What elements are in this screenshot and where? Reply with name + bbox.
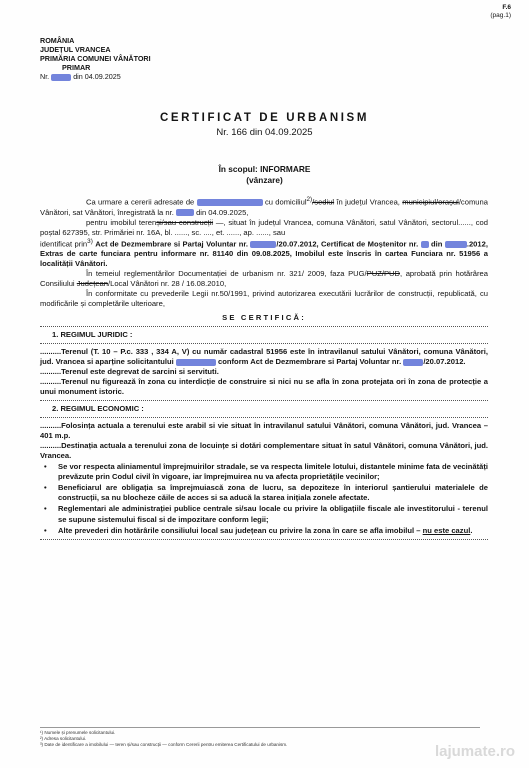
- page-number: (pag.1): [490, 12, 511, 20]
- struck-text: și/sau construcții: [156, 217, 214, 227]
- text: Alte prevederi din hotărârile consiliului local sau județean cu privire la zona în care se afla imobilul –: [58, 525, 421, 535]
- header-registration: [40, 72, 151, 81]
- juridic-line-2: ..........Terenul este degrevat de sarcini si servituti.: [40, 367, 219, 377]
- text: —, situat în județul Vrancea, comuna Vânători, satul Vânători, sectorul......, cod poștal 627395, str. Primăriei nr. 16A, bl. ......, sc. ...., et. ......, ap. ......, sau: [40, 217, 488, 237]
- text: .: [470, 525, 473, 535]
- economic-bullet: [40, 462, 488, 482]
- issuer-header: [40, 36, 151, 81]
- struck-text: municipiul/orașul: [402, 197, 459, 207]
- text: teren: [138, 217, 157, 227]
- form-code: [490, 4, 511, 20]
- juridic-line-3: ..........Terenul nu figurează în zona cu interdicție de construire si nici nu se afla în zona protejata ori în zona de protecție a unui monument istoric.: [40, 377, 488, 397]
- registration-date: din 04.09.2025: [73, 72, 121, 81]
- intro-paragraph-1: [40, 196, 488, 218]
- header-role: PRIMAR: [62, 63, 91, 72]
- footnote-ref: 3): [87, 237, 93, 245]
- redaction-mark: [445, 241, 467, 248]
- text: cu domiciliul: [264, 197, 307, 207]
- redaction-mark: [403, 359, 423, 366]
- text: pentru imobilul: [86, 217, 137, 227]
- text: nu este cazul: [422, 525, 471, 535]
- intro-paragraph-3: [40, 238, 488, 270]
- header-county: JUDEȚUL VRANCEA: [40, 45, 111, 54]
- redaction-mark: [197, 199, 263, 206]
- se-certifica-heading: SE CERTIFICĂ:: [222, 313, 306, 323]
- economic-bullet: [40, 483, 488, 503]
- struck-text: PUZ/PUD: [366, 269, 400, 279]
- economic-line-1: ..........Folosința actuala a terenului este arabil si vie situat în intravilanul satului Vânători, comuna Vânători, jud. Vrancea – 401 m.p.: [40, 421, 488, 441]
- header-country: ROMÂNIA: [40, 36, 75, 45]
- economic-bullet: [40, 526, 488, 536]
- scope-line: În scopul: INFORMARE: [218, 164, 311, 174]
- text: în județul Vrancea,: [336, 197, 400, 207]
- bullet-dot-icon: •: [44, 504, 47, 514]
- text: Act de Dezmembrare si Partaj Voluntar nr.: [95, 239, 248, 249]
- footnotes: [40, 727, 480, 749]
- text: /comuna Vânători, sat Vânători, înregistrată la nr.: [40, 197, 488, 217]
- bullet-text: [58, 526, 488, 536]
- section-title-economic: 2. REGIMUL ECONOMIC :: [52, 404, 144, 414]
- scope-detail: (vânzare): [246, 174, 283, 185]
- redaction-mark: [51, 74, 71, 81]
- text: În temeiul reglementărilor Documentației de urbanism nr. 321/ 2009, faza PUG/: [86, 269, 367, 279]
- bullet-text: Se vor respecta aliniamentul împrejmuirilor stradale, se va respecta limitele lotului, distantele minime fata de vecinătăți prevăzute prin Codul civil în vigoare, iar împrejmuirea nu va afecta proprietățile vecinilor;: [58, 462, 488, 482]
- form-number: F.6: [502, 4, 511, 11]
- header-office: PRIMĂRIA COMUNEI VÂNĂTORI: [40, 54, 151, 63]
- page-title: CERTIFICAT DE URBANISM: [159, 112, 370, 124]
- dotted-rule: [40, 400, 488, 401]
- text: Ca urmare a cererii adresate de: [86, 197, 195, 207]
- bullet-dot-icon: •: [44, 525, 47, 535]
- economic-line-2: ..........Destinația actuala a terenului zona de locuințe si dotări complementare situat în satul Vânători, comuna Vânători, jud. Vrancea.: [40, 441, 488, 461]
- footnote: ²) Adresa solicitantului.: [40, 736, 87, 742]
- scope-block: [0, 164, 529, 186]
- text: conform Act de Dezmembrare si Partaj Voluntar nr.: [218, 357, 402, 367]
- title-block: [0, 111, 529, 140]
- redaction-mark: [176, 359, 216, 366]
- text: identificat prin: [40, 239, 88, 249]
- struck-text: Județean: [76, 279, 108, 289]
- site-watermark: lajumate.ro: [434, 743, 515, 761]
- bullet-dot-icon: •: [44, 462, 47, 472]
- certificate-number: Nr. 166 din 04.09.2025: [216, 127, 313, 139]
- footnote: ³) Date de identificare a imobilului — teren și/sau construcții — conform Cererii pentru emiterea Certificatului de urbanism.: [40, 742, 288, 748]
- intro-paragraph-4: [40, 269, 488, 289]
- redaction-mark: [176, 209, 194, 216]
- redaction-mark: [421, 241, 429, 248]
- footnote: ¹) Numele și prenumele solicitantului.: [40, 730, 116, 735]
- redaction-mark: [250, 241, 276, 248]
- dotted-rule: [40, 326, 488, 327]
- document-body: [40, 196, 488, 543]
- bullet-text: Beneficiarul are obligația sa împrejmuiască zona de lucru, sa depoziteze în interiorul șantierului materialele de construcții, sa nu blocheze căile de acces si sa aducă la starea inițiala zonele afectate.: [58, 483, 488, 503]
- section-title-juridic: 1. REGIMUL JURIDIC :: [52, 330, 133, 340]
- text: ..........Terenul (T. 10 – P.c. 333 , 334 A, V) cu număr cadastral 51956 este în intravilanul satului Vânători, comuna Vânători, jud. Vrancea si aparține solicitantului: [40, 347, 488, 367]
- bullet-text: Reglementari ale administrației publice centrale si/sau locale cu privire la obligațiile fiscale ale investitorului - terenul se supune sistemului fiscal si de impozitare conform legii;: [58, 504, 488, 524]
- text: din 04.09.2025,: [196, 207, 249, 217]
- text: , aprobată prin hotărârea Consiliului: [40, 269, 489, 289]
- struck-text: /sediul: [312, 197, 335, 207]
- registration-prefix: Nr.: [40, 72, 50, 81]
- text: .2012, Extras de carte funciara pentru informare nr. 81140 din 09.08.2025, Imobilul este înscris în cartea Funciara nr. 51956 a localității Vânători.: [40, 239, 488, 269]
- intro-paragraph-5: În conformitate cu prevederile Legii nr.50/1991, privind autorizarea executării lucrărilor de construcții, republicată, cu modificările și completările ulterioare,: [40, 289, 488, 309]
- juridic-line-1: [40, 347, 488, 367]
- text: /Local Vânători nr. 28 / 16.08.2010,: [108, 279, 227, 289]
- economic-bullet: [40, 504, 488, 524]
- text: /20.07.2012.: [423, 357, 466, 367]
- dotted-rule: [40, 417, 488, 418]
- text: din: [431, 239, 443, 249]
- bullet-dot-icon: •: [44, 483, 47, 493]
- intro-paragraph-2: [40, 218, 488, 238]
- dotted-rule: [40, 539, 488, 540]
- text: /20.07.2012, Certificat de Moștenitor nr.: [276, 239, 419, 249]
- footnote-ref: 2): [306, 196, 313, 203]
- dotted-rule: [40, 343, 488, 344]
